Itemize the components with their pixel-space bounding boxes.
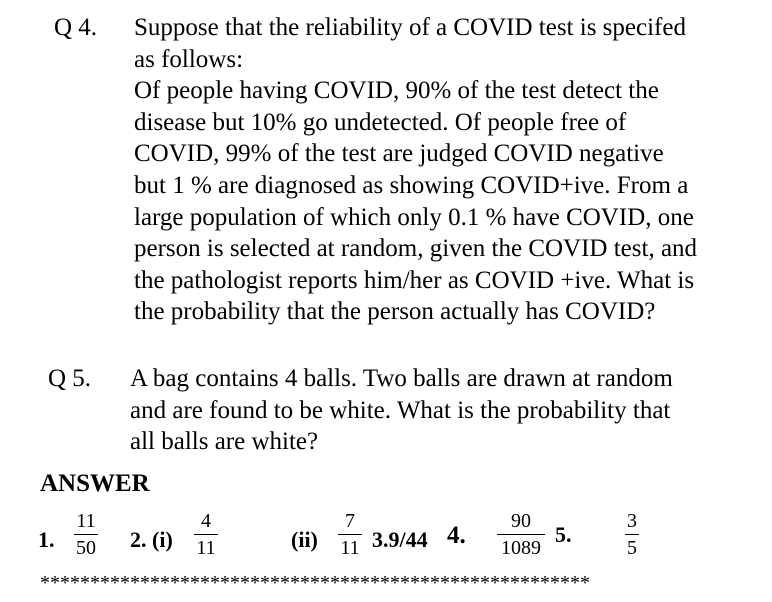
answer-3-text: 3.9/44 (372, 527, 428, 552)
question-4-line: the probability that the person actually has COVID? (134, 298, 656, 326)
question-4-text (134, 12, 697, 328)
question-4-line: the pathologist reports him/her as COVID +ive. What is (134, 266, 695, 294)
question-5-text (130, 363, 673, 458)
question-5-line: all balls are white? (130, 428, 319, 456)
answer-1-label: 1. (38, 527, 55, 552)
separator-stars: ******************************************************* (40, 572, 590, 594)
question-4-line: Suppose that the reliability of a COVID test is specifed (134, 14, 686, 41)
answer-5-denominator: 5 (627, 537, 637, 559)
answer-1-denominator: 50 (76, 537, 96, 559)
answer-4-label: 4. (447, 522, 466, 549)
answer-4-denominator: 1089 (501, 537, 541, 559)
answer-2i-numerator: 4 (201, 510, 211, 532)
answer-5-label: 5. (555, 522, 572, 547)
answer-2ii-label: (ii) (291, 527, 318, 552)
answer-2i-fraction (176, 508, 236, 561)
answer-4-numerator: 90 (511, 510, 531, 532)
answer-heading: ANSWER (40, 470, 150, 497)
answer-5-numerator: 3 (627, 510, 637, 532)
question-4-line: disease but 10% go undetected. Of people free of (134, 108, 627, 136)
question-4-line: Of people having COVID, 90% of the test detect the (134, 77, 659, 105)
question-4-line: as follows: (134, 45, 244, 73)
question-5-line: A bag contains 4 balls. Two balls are drawn at random (130, 365, 673, 392)
answer-2ii-numerator: 7 (345, 510, 355, 532)
question-5-number: Q 5. (48, 365, 92, 392)
answer-1-numerator: 11 (76, 510, 96, 532)
answer-2i-denominator: 11 (196, 537, 216, 559)
question-4-line: person is selected at random, given the COVID test, and (134, 235, 698, 263)
question-4-number: Q 4. (54, 14, 98, 41)
question-4-line: large population of which only 0.1 % have COVID, one (134, 203, 694, 231)
question-5-line: and are found to be white. What is the probability that (130, 396, 671, 424)
answer-2-label: 2. (i) (130, 527, 173, 552)
answer-2ii-denominator: 11 (340, 537, 360, 559)
answer-1-fraction (56, 508, 116, 561)
answer-4-fraction (491, 508, 551, 561)
question-4-line: but 1 % are diagnosed as showing COVID+ive. From a (134, 171, 689, 199)
answer-2ii-fraction (320, 508, 380, 561)
question-4-line: COVID, 99% of the test are judged COVID negative (134, 140, 664, 168)
answer-5-fraction (602, 508, 662, 561)
